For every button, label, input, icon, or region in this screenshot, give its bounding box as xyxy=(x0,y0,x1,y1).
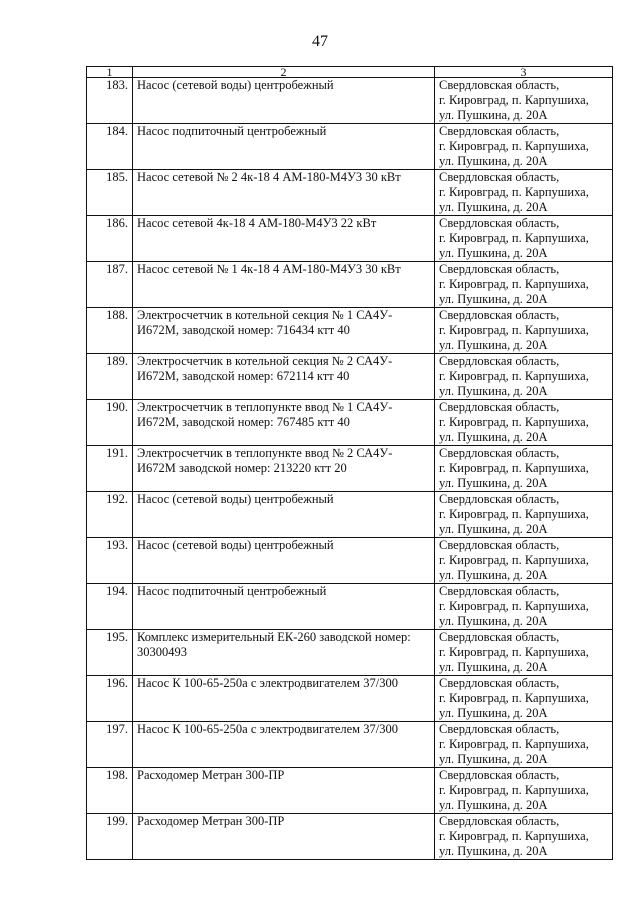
address-line: ул. Пушкина, д. 20А xyxy=(439,154,548,168)
row-number: 184. xyxy=(87,124,133,170)
address-line: ул. Пушкина, д. 20А xyxy=(439,384,548,398)
item-address xyxy=(435,446,613,492)
item-address xyxy=(435,262,613,308)
table-row xyxy=(87,262,613,308)
address-line: Свердловская область, xyxy=(439,400,560,414)
table-row xyxy=(87,78,613,124)
address-line: Свердловская область, xyxy=(439,354,560,368)
table-row xyxy=(87,492,613,538)
item-address xyxy=(435,124,613,170)
property-table xyxy=(86,66,613,860)
item-name: Электросчетчик в котельной секция № 1 СА4У-И672М, заводской номер: 716434 ктт 40 xyxy=(133,308,435,354)
address-line: г. Кировград, п. Карпушиха, xyxy=(439,185,589,199)
row-number: 193. xyxy=(87,538,133,584)
address-line: ул. Пушкина, д. 20А xyxy=(439,614,548,628)
address-line: г. Кировград, п. Карпушиха, xyxy=(439,829,589,843)
table-row xyxy=(87,170,613,216)
address-line: г. Кировград, п. Карпушиха, xyxy=(439,139,589,153)
address-line: ул. Пушкина, д. 20А xyxy=(439,522,548,536)
row-number: 198. xyxy=(87,768,133,814)
address-line: г. Кировград, п. Карпушиха, xyxy=(439,277,589,291)
address-line: Свердловская область, xyxy=(439,538,560,552)
item-name: Расходомер Метран 300-ПР xyxy=(133,768,435,814)
address-line: Свердловская область, xyxy=(439,722,560,736)
address-line: Свердловская область, xyxy=(439,814,560,828)
address-line: Свердловская область, xyxy=(439,78,560,92)
item-address xyxy=(435,78,613,124)
item-address xyxy=(435,400,613,446)
table-row xyxy=(87,630,613,676)
address-line: ул. Пушкина, д. 20А xyxy=(439,752,548,766)
address-line: Свердловская область, xyxy=(439,630,560,644)
table-row xyxy=(87,722,613,768)
page-number: 47 xyxy=(312,33,328,50)
row-number: 195. xyxy=(87,630,133,676)
row-number: 199. xyxy=(87,814,133,860)
column-header-address: 3 xyxy=(435,67,613,78)
address-line: ул. Пушкина, д. 20А xyxy=(439,568,548,582)
address-line: Свердловская область, xyxy=(439,446,560,460)
row-number: 186. xyxy=(87,216,133,262)
address-line: г. Кировград, п. Карпушиха, xyxy=(439,553,589,567)
address-line: г. Кировград, п. Карпушиха, xyxy=(439,415,589,429)
address-line: г. Кировград, п. Карпушиха, xyxy=(439,231,589,245)
item-name: Электросчетчик в котельной секция № 2 СА4У-И672М, заводской номер: 672114 ктт 40 xyxy=(133,354,435,400)
address-line: ул. Пушкина, д. 20А xyxy=(439,798,548,812)
address-line: ул. Пушкина, д. 20А xyxy=(439,108,548,122)
address-line: Свердловская область, xyxy=(439,216,560,230)
row-number: 188. xyxy=(87,308,133,354)
table-row xyxy=(87,216,613,262)
table-row xyxy=(87,446,613,492)
item-address xyxy=(435,492,613,538)
row-number: 190. xyxy=(87,400,133,446)
item-address xyxy=(435,308,613,354)
item-name: Насос (сетевой воды) центробежный xyxy=(133,492,435,538)
address-line: Свердловская область, xyxy=(439,676,560,690)
item-name: Насос К 100-65-250а с электродвигателем 37/300 xyxy=(133,676,435,722)
item-name: Электросчетчик в теплопункте ввод № 1 СА4У-И672М, заводской номер: 767485 ктт 40 xyxy=(133,400,435,446)
table-row xyxy=(87,584,613,630)
address-line: ул. Пушкина, д. 20А xyxy=(439,476,548,490)
table-row xyxy=(87,400,613,446)
row-number: 192. xyxy=(87,492,133,538)
item-name: Насос сетевой 4к-18 4 АМ-180-М4У3 22 кВт xyxy=(133,216,435,262)
address-line: ул. Пушкина, д. 20А xyxy=(439,246,548,260)
address-line: Свердловская область, xyxy=(439,262,560,276)
row-number: 185. xyxy=(87,170,133,216)
item-name: Расходомер Метран 300-ПР xyxy=(133,814,435,860)
item-name: Насос сетевой № 2 4к-18 4 АМ-180-М4У3 30 кВт xyxy=(133,170,435,216)
table-row xyxy=(87,538,613,584)
item-address xyxy=(435,538,613,584)
table-row xyxy=(87,308,613,354)
address-line: г. Кировград, п. Карпушиха, xyxy=(439,369,589,383)
address-line: Свердловская область, xyxy=(439,768,560,782)
row-number: 183. xyxy=(87,78,133,124)
row-number: 196. xyxy=(87,676,133,722)
address-line: ул. Пушкина, д. 20А xyxy=(439,706,548,720)
address-line: ул. Пушкина, д. 20А xyxy=(439,200,548,214)
address-line: Свердловская область, xyxy=(439,170,560,184)
address-line: ул. Пушкина, д. 20А xyxy=(439,338,548,352)
address-line: г. Кировград, п. Карпушиха, xyxy=(439,599,589,613)
item-address xyxy=(435,216,613,262)
address-line: Свердловская область, xyxy=(439,308,560,322)
address-line: ул. Пушкина, д. 20А xyxy=(439,660,548,674)
item-address xyxy=(435,584,613,630)
address-line: г. Кировград, п. Карпушиха, xyxy=(439,783,589,797)
address-line: г. Кировград, п. Карпушиха, xyxy=(439,737,589,751)
row-number: 189. xyxy=(87,354,133,400)
item-address xyxy=(435,722,613,768)
column-header-number: 1 xyxy=(87,67,133,78)
item-name: Насос (сетевой воды) центробежный xyxy=(133,538,435,584)
item-name: Насос подпиточный центробежный xyxy=(133,124,435,170)
table-row xyxy=(87,676,613,722)
address-line: ул. Пушкина, д. 20А xyxy=(439,844,548,858)
item-name: Насос сетевой № 1 4к-18 4 АМ-180-М4У3 30 кВт xyxy=(133,262,435,308)
address-line: ул. Пушкина, д. 20А xyxy=(439,430,548,444)
item-name: Электросчетчик в теплопункте ввод № 2 СА4У-И672М заводской номер: 213220 ктт 20 xyxy=(133,446,435,492)
address-line: Свердловская область, xyxy=(439,492,560,506)
item-name: Насос (сетевой воды) центробежный xyxy=(133,78,435,124)
item-address xyxy=(435,676,613,722)
item-address xyxy=(435,814,613,860)
item-name: Насос подпиточный центробежный xyxy=(133,584,435,630)
row-number: 191. xyxy=(87,446,133,492)
table-row xyxy=(87,124,613,170)
address-line: г. Кировград, п. Карпушиха, xyxy=(439,507,589,521)
item-name: Насос К 100-65-250а с электродвигателем 37/300 xyxy=(133,722,435,768)
table-row xyxy=(87,768,613,814)
address-line: Свердловская область, xyxy=(439,124,560,138)
column-header-name: 2 xyxy=(133,67,435,78)
address-line: г. Кировград, п. Карпушиха, xyxy=(439,691,589,705)
address-line: г. Кировград, п. Карпушиха, xyxy=(439,323,589,337)
address-line: ул. Пушкина, д. 20А xyxy=(439,292,548,306)
row-number: 194. xyxy=(87,584,133,630)
address-line: г. Кировград, п. Карпушиха, xyxy=(439,645,589,659)
header-row xyxy=(87,67,613,78)
row-number: 197. xyxy=(87,722,133,768)
address-line: Свердловская область, xyxy=(439,584,560,598)
item-address xyxy=(435,768,613,814)
row-number: 187. xyxy=(87,262,133,308)
item-address xyxy=(435,170,613,216)
table-row xyxy=(87,354,613,400)
address-line: г. Кировград, п. Карпушиха, xyxy=(439,93,589,107)
table-body xyxy=(87,78,613,860)
table-row xyxy=(87,814,613,860)
item-address xyxy=(435,354,613,400)
address-line: г. Кировград, п. Карпушиха, xyxy=(439,461,589,475)
item-name: Комплекс измерительный ЕК-260 заводской номер: 30300493 xyxy=(133,630,435,676)
item-address xyxy=(435,630,613,676)
